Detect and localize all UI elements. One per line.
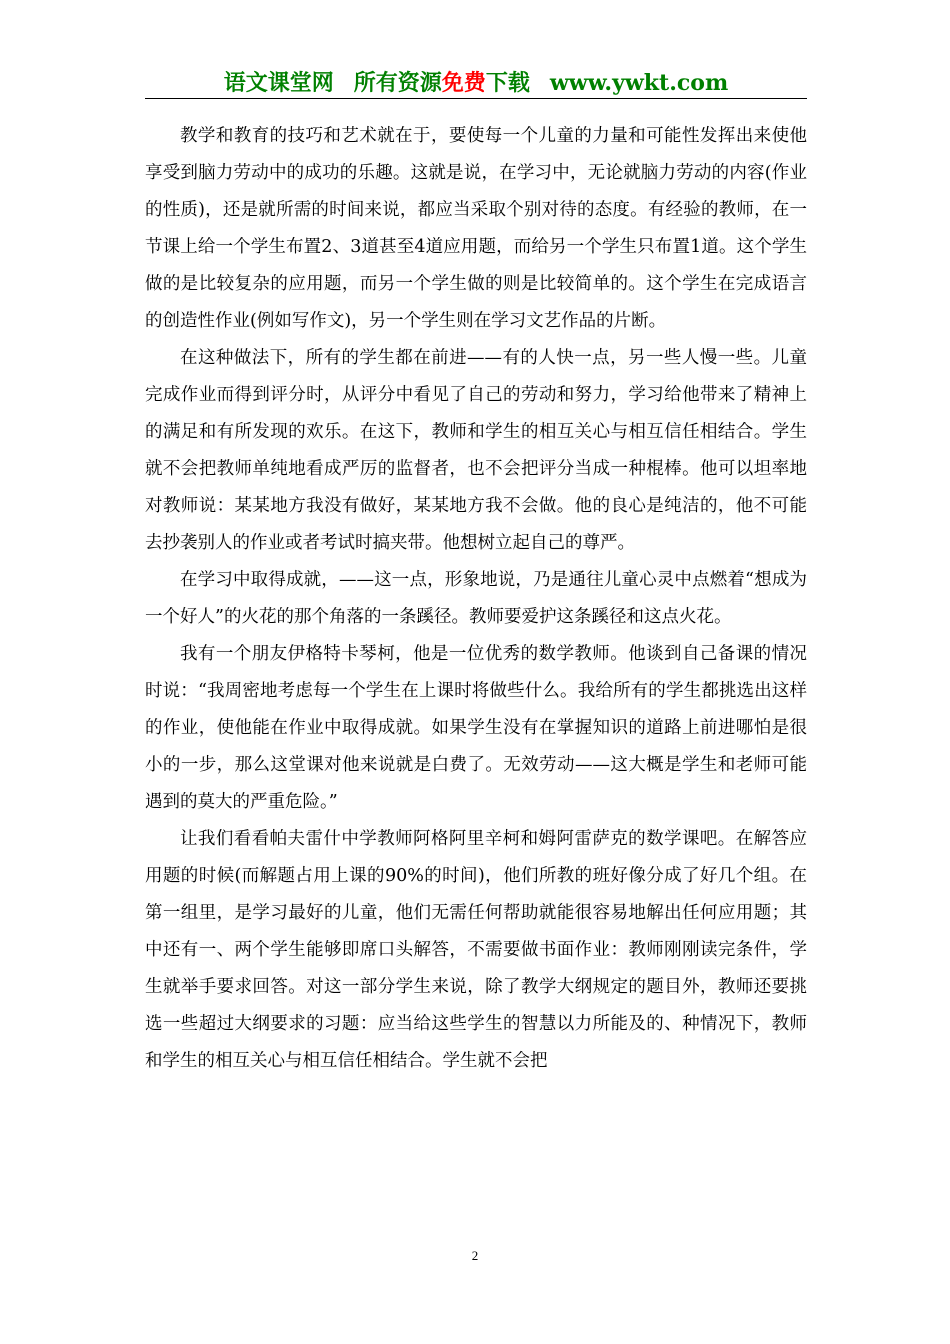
paragraph: 让我们看看帕夫雷什中学教师阿格阿里辛柯和姆阿雷萨克的数学课吧。在解答应用题的时候(而解题占用上课的90%的时间)，他们所教的班好像分成了好几个组。在第一组里，是学习最好的儿童，他们无需任何帮助就能很容易地解出任何应用题；其中还有一、两个学生能够即席口头解答，不需要做书面作业：教师刚刚读完条件，学生就举手要求回答。对这一部分学生来说，除了教学大纲规定的题目外，教师还要挑选一些超过大纲要求的习题：应当给这些学生的智慧以力所能及的、种情况下，教师和学生的相互关心与相互信任相结合。学生就不会把 <box>145 829 807 1071</box>
paragraph: 教学和教育的技巧和艺术就在于，要使每一个儿童的力量和可能性发挥出来使他享受到脑力劳动中的成功的乐趣。这就是说，在学习中，无论就脑力劳动的内容(作业的性质)，还是就所需的时间来说，都应当采取个别对待的态度。有经验的教师，在一节课上给一个学生布置2、3道甚至4道应用题，而给另一个学生只布置1道。这个学生做的是比较复杂的应用题，而另一个学生做的则是比较简单的。这个学生在完成语言的创造性作业(例如写作文)，另一个学生则在学习文艺作品的片断。 <box>145 126 807 331</box>
header-slogan-start: 所有资源 <box>353 70 442 96</box>
header-slogan-highlight: 免费 <box>441 70 486 96</box>
header-site-name: 语文课堂网 <box>223 70 334 96</box>
page-header <box>145 66 807 100</box>
paragraph: 我有一个朋友伊格特卡琴柯，他是一位优秀的数学教师。他谈到自己备课的情况时说：“我周密地考虑每一个学生在上课时将做些什么。我给所有的学生都挑选出这样的作业，使他能在作业中取得成就。如果学生没有在掌握知识的道路上前进哪怕是很小的一步，那么这堂课对他来说就是白费了。无效劳动——这大概是学生和老师可能遇到的莫大的严重危险。” <box>145 644 807 812</box>
paragraph: 在这种做法下，所有的学生都在前进——有的人快一点，另一些人慢一些。儿童完成作业而得到评分时，从评分中看见了自己的劳动和努力，学习给他带来了精神上的满足和有所发现的欢乐。在这下，教师和学生的相互关心与相互信任相结合。学生就不会把教师单纯地看成严厉的监督者，也不会把评分当成一种棍棒。他可以坦率地对教师说：某某地方我没有做好，某某地方我不会做。他的良心是纯洁的，他不可能去抄袭别人的作业或者考试时搞夹带。他想树立起自己的尊严。 <box>145 348 807 553</box>
header-divider <box>145 98 807 99</box>
header-url-link[interactable]: www.ywkt.com <box>549 70 729 96</box>
page-number: 2 <box>471 1248 479 1263</box>
paragraph: 在学习中取得成就，——这一点，形象地说，乃是通往儿童心灵中点燃着“想成为一个好人”的火花的那个角落的一条蹊径。教师要爱护这条蹊径和这点火花。 <box>145 570 807 627</box>
header-slogan-end: 下载 <box>485 70 530 96</box>
article-body <box>145 118 807 1080</box>
